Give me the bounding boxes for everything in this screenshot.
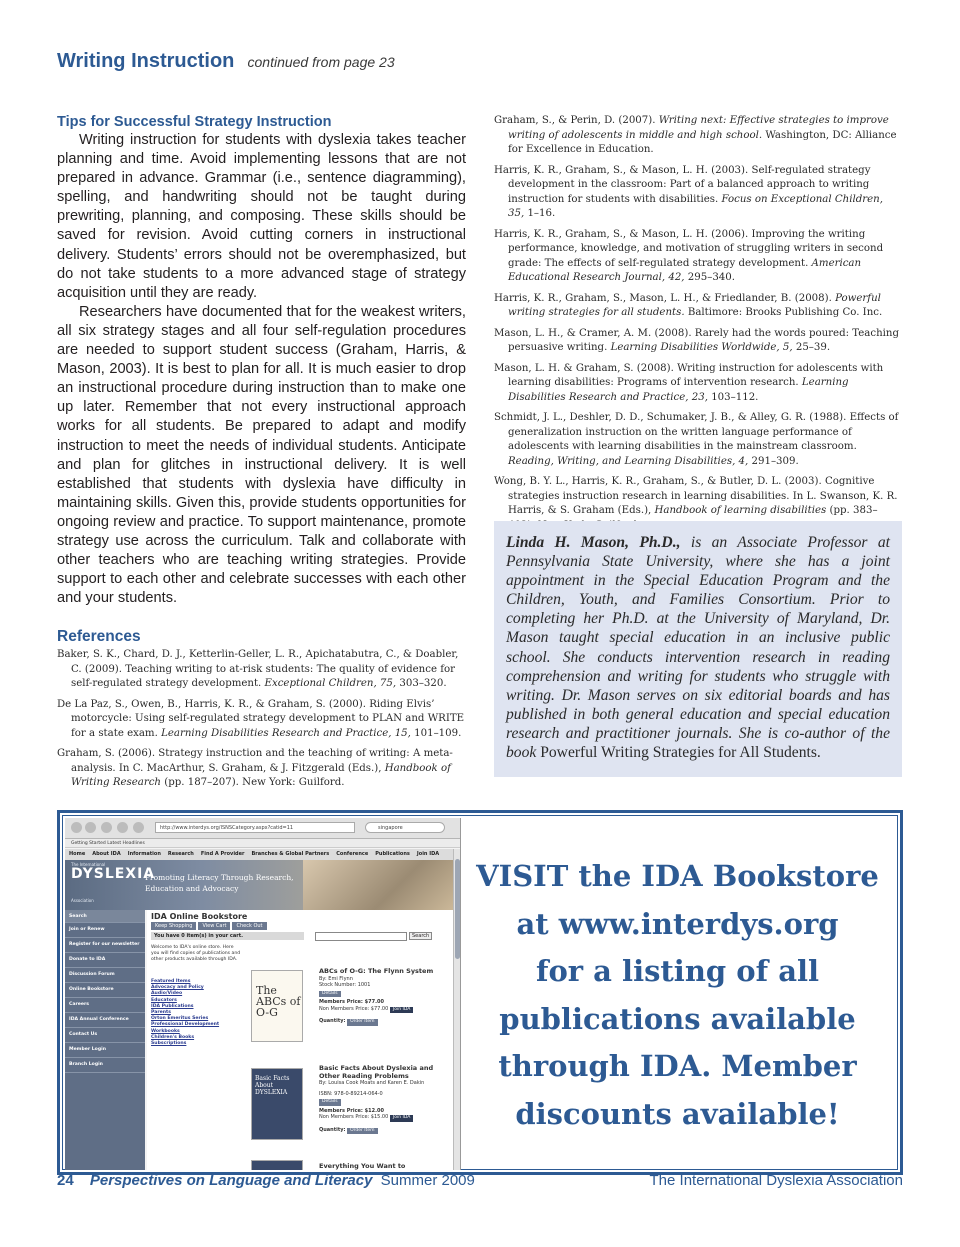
reference-entry: Baker, S. K., Chard, D. J., Ketterlin-Geller, L. R., Apichatabutra, C., & Doabler, C. (2009). Teaching writing to at-risk students: The quality of evidence for self-regulated strategy development. Exceptional Children, 75, 303–320. bbox=[57, 649, 459, 690]
author-name: Linda H. Mason, Ph.D., bbox=[506, 534, 681, 551]
home-icon bbox=[133, 822, 144, 833]
reference-entry: Harris, K. R., Graham, S., Mason, L. H., & Friedlander, B. (2008). Powerful writing strategies for all students. Baltimore: Brooks Publishing Co. Inc. bbox=[494, 292, 883, 318]
references-heading: References bbox=[57, 628, 141, 646]
book-cover-basic-facts: Basic Facts About DYSLEXIA bbox=[251, 1068, 303, 1140]
site-nav: Home About IDA Information Research Find A Provider Branches & Global Partners Conference Publications Join IDA bbox=[65, 849, 455, 860]
tips-heading: Tips for Successful Strategy Instruction bbox=[57, 114, 332, 130]
section-heading bbox=[57, 50, 395, 73]
page-number: 24 bbox=[57, 1172, 74, 1189]
book-item: Basic Facts About Dyslexia and Other Reading Problems By: Louisa Cook Moats and Karen E. Dakin ISBN: 978-0-89214-064-0 Details Members Price: $12.00 Non Members Price: $15.00 Join IDA Quantity: Order Item bbox=[319, 1064, 434, 1133]
right-column bbox=[494, 114, 902, 539]
bookstore-ad bbox=[57, 810, 903, 1175]
book-cover-third bbox=[251, 1160, 303, 1170]
reference-entry: De La Paz, S., Owen, B., Harris, K. R., & Graham, S. (2000). Riding Elvis’ motorcycle: Using self-regulated strategy development to PLAN and WRITE for a state exam. Learning Disabilities Research and Practice, 15, 101–109. bbox=[57, 698, 465, 739]
reference-entry: Harris, K. R., Graham, S., & Mason, L. H. (2003). Self-regulated strategy development in the classroom: Part of a balanced approach to writing instruction for students with disabilities. Focus on Exceptional Children, 35, 1–16. bbox=[494, 164, 883, 219]
section-title: Writing Instruction bbox=[57, 50, 235, 72]
ida-logo: DYSLEXIA bbox=[71, 866, 156, 882]
reference-entry: Graham, S. (2006). Strategy instruction and the teaching of writing: A meta-analysis. In C. MacArthur, S. Graham, & J. Fitzgerald (Eds.), Handbook of Writing Research (pp. 187–207). New York: Guilford. bbox=[57, 748, 453, 789]
book-item: Everything You Want to bbox=[319, 1162, 406, 1170]
bookstore-screenshot bbox=[65, 818, 461, 1170]
store-content: IDA Online Bookstore Keep Shopping View Cart Check Out You have 0 item(s) in your cart. Search Welcome to IDA's online store. Here you will find copies of publications and other products available through IDA. Featured Items Advocacy and Policy Audio/Video Educators IDA Publications Parents Orton Emeritus Series Professional Development Workbooks Children's Books Subscriptions The ABCs of O-G ABCs of O-G: The Flynn System By: Emi Flynn Stock Number: 1001 Details Members Price: $77.00 Non Members Price: $77.00 Join IDA Quantity: Order Item Basic Facts About DYSLEXIA Basic Facts About Dyslexia and Other Reading Problems By: Louisa Cook Moats and Karen E. Dakin ISBN: 978-0-89214-064-0 Details Members Price: $12.00 Non Members Price: $15.00 Join IDA Quantity: Order Item Everything You Want to bbox=[147, 910, 453, 1170]
bookmarks-bar: Getting Started Latest Headlines bbox=[65, 839, 460, 848]
browser-search: singapore bbox=[365, 822, 445, 833]
reference-entry: Harris, K. R., Graham, S., & Mason, L. H. (2006). Improving the writing performance, knowledge, and motivation of struggling writers in second grade: The effects of self-regulated strategy development. American Educational Research Journal, 42, 295–340. bbox=[494, 228, 884, 283]
reference-entry: Mason, L. H., & Cramer, A. M. (2008). Rarely had the words poured: Teaching persuasive writing. Learning Disabilities Worldwide, 5, 25–39. bbox=[494, 327, 899, 353]
book-title: Powerful Writing Strategies for All Students. bbox=[536, 744, 821, 762]
url-bar: http://www.interdys.org/ISNSCategory.aspx?catid=11 bbox=[155, 822, 355, 833]
continued-note: continued from page 23 bbox=[247, 54, 395, 70]
organization-name: The International Dyslexia Association bbox=[649, 1172, 903, 1189]
tips-paragraph-2: Researchers have documented that for the weakest writers, all six strategy stages and all four self-regulation procedures are needed to support student success (Graham, Harris, & Mason, 2003). It is best to plan for all. It is much easier to drop an instructional procedure during instruction than to make one up later. Remember that not every instructional approach works for all students. Be prepared to adapt and modify instruction to meet the needs of individual students. Anticipate and plan for glitches in instructional delivery. It is well established that students with dyslexia have difficulty in maintaining skills. Given this, provide students opportunities for ongoing review and practice. To support maintenance, promote strategy use across the curriculum. Talk and collaborate with other teachers who are teaching writing strategies. Provide support to each other and celebrate successes with each other and your students. bbox=[57, 303, 466, 607]
reload-icon bbox=[101, 822, 112, 833]
banner-photo bbox=[303, 860, 455, 910]
tips-paragraph-1: Writing instruction for students with dyslexia takes teacher planning and time. Avoid implementing lessons that are not prepared in advance. Grammar (i.e., sentence diagramming), spelling, and handwriting should not be taught during prewriting, planning, and composing. These skills should be saved for revision. Avoid cutting corners in instructional delivery. Students’ errors should not be overemphasized, but do not take students to a more advanced stage of strategy acquisition until they are ready. bbox=[57, 132, 466, 301]
forward-icon bbox=[85, 822, 96, 833]
banner-tagline: Promoting Literacy Through Research, Education and Advocacy bbox=[145, 873, 294, 893]
reference-entry: Mason, L. H. & Graham, S. (2008). Writing instruction for adolescents with learning disabilities: Programs of intervention research. Learning Disabilities Research and Practice, 23, 103–112. bbox=[494, 362, 884, 403]
left-column bbox=[57, 114, 466, 797]
stop-icon bbox=[117, 822, 128, 833]
site-sidebar: Search Join or Renew Register for our newsletter Donate to IDA Discussion Forum Online Bookstore Careers IDA Annual Conference Contact Us Member Login Branch Login bbox=[65, 910, 145, 1170]
author-bio-box bbox=[494, 521, 902, 777]
book-item: ABCs of O-G: The Flynn System By: Emi Flynn Stock Number: 1001 Details Members Price: $77.00 Non Members Price: $77.00 Join IDA Quantity: Order Item bbox=[319, 967, 434, 1024]
reference-entry: Graham, S., & Perin, D. (2007). Writing next: Effective strategies to improve writing of adolescents in middle and high school. Washington, DC: Alliance for Excellence in Education. bbox=[494, 115, 897, 155]
browser-toolbar bbox=[65, 818, 460, 839]
reference-entry: Wong, B. Y. L., Harris, K. R., Graham, S., & Butler, D. L. (2003). Cognitive strategies instruction research in learning disabilities. In L. Swanson, K. R. Harris, & S. Graham (Eds.), Handbook of learning disabilities (pp. 383– bbox=[494, 476, 898, 516]
publication-title: Perspectives on Language and Literacy bbox=[89, 1172, 373, 1189]
bookstore-ad-text: VISIT the IDA Bookstore at www.interdys.org for a listing of all publications available through IDA. Member discounts available! bbox=[476, 859, 879, 1131]
reference-entry: Schmidt, J. L., Deshler, D. D., Schumaker, J. B., & Alley, G. R. (1988). Effects of generalization instruction on the written language performance of adolescents with learning disabilities in the mainstream classroom. Reading, Writing, and Learning Disabilities, 4, 291–309. bbox=[494, 412, 899, 467]
book-cover-abcs: The ABCs of O-G bbox=[251, 970, 303, 1042]
site-banner: The International DYSLEXIA Association Promoting Literacy Through Research, Education and Advocacy bbox=[65, 860, 455, 910]
scrollbar bbox=[453, 849, 461, 1170]
issue-season: Summer 2009 bbox=[380, 1172, 475, 1189]
back-icon bbox=[71, 822, 82, 833]
page-footer bbox=[57, 1172, 903, 1189]
author-bio: Linda H. Mason, Ph.D., is an Associate Professor at Pennsylvania State University, where she has a joint appointment in the Special Education Program and the Children, Youth, and Families Consortium. Prior to completing her Ph.D. at the University of Maryland, Dr. Mason taught special education in an inclusive public school. She conducts intervention research in reading comprehension and writing for students who struggle with writing. Dr. Mason serves on six editorial boards and has published in both general education and special education research and practitioner journals. She is co-author of the book Powerful Writing Strategies for All Students. bbox=[506, 534, 890, 762]
